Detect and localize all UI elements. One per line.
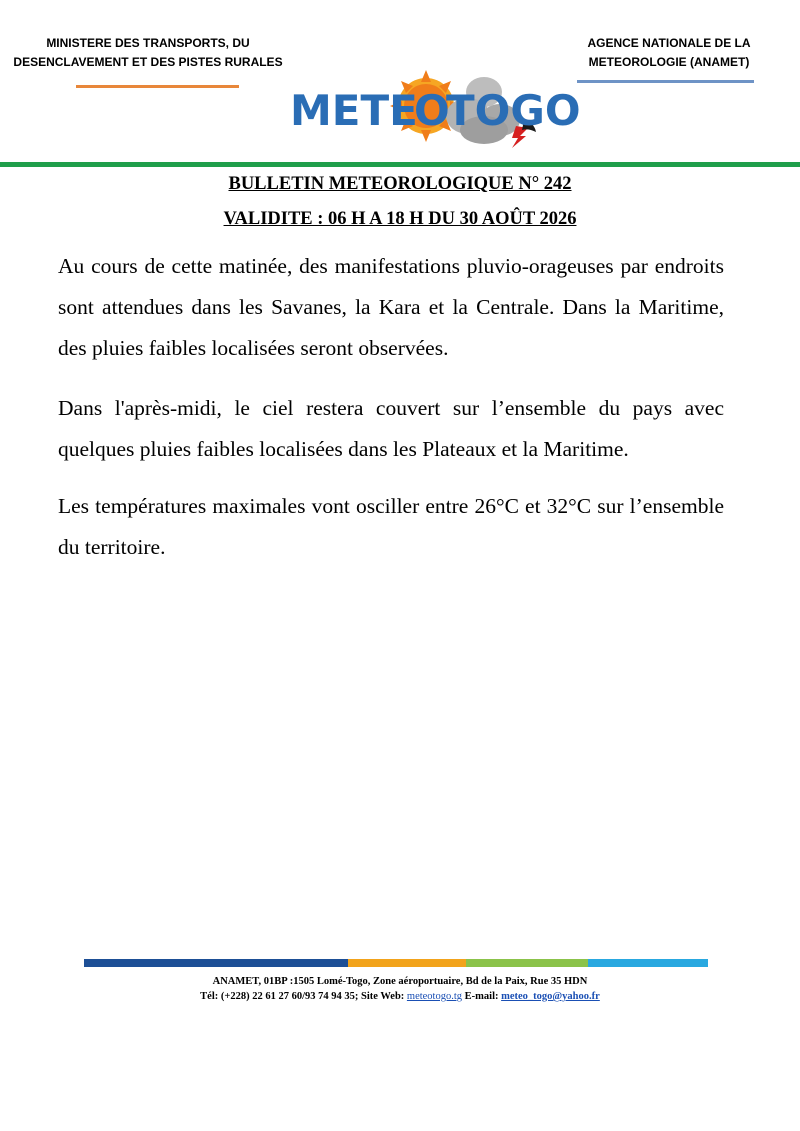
logo-text-right: TOGO — [446, 86, 581, 135]
footer-address: ANAMET, 01BP :1505 Lomé-Togo, Zone aéroportuaire, Bd de la Paix, Rue 35 HDN — [212, 976, 588, 987]
agency-line-1: AGENCE NATIONALE DE LA — [587, 36, 751, 50]
email-link[interactable]: meteo_togo@yahoo.fr — [501, 991, 600, 1002]
bulletin-title: BULLETIN METEOROLOGIQUE N° 242 — [228, 174, 572, 194]
forecast-morning: Au cours de cette matinée, des manifestations pluvio-orageuses par endroits sont attendues dans les Savanes, la Kara et la Centrale. Dans la Maritime, des pluies faibles localisées seront observées. — [58, 254, 724, 360]
website-link[interactable]: meteotogo.tg — [406, 991, 463, 1002]
ministry-line-1: MINISTERE DES TRANSPORTS, DU — [46, 36, 250, 50]
green-separator — [0, 162, 800, 167]
footer-email-label: E-mail: — [464, 991, 499, 1002]
footer-bar-orange — [348, 959, 466, 967]
meteo-togo-logo — [288, 68, 598, 150]
orange-rule — [76, 85, 239, 88]
agency-header — [560, 34, 778, 72]
footer-bar-blue — [84, 959, 348, 967]
logo-text-left: METE — [290, 86, 418, 135]
footer-bar-green — [466, 959, 588, 967]
forecast-temperatures: Les températures maximales vont osciller entre 26°C et 32°C sur l’ensemble du territoire. — [58, 494, 724, 559]
ministry-header — [10, 34, 286, 72]
svg-text:O: O — [414, 86, 450, 135]
forecast-afternoon: Dans l'après-midi, le ciel restera couvert sur l’ensemble du pays avec quelques pluies faibles localisées dans les Plateaux et la Maritime. — [58, 396, 724, 461]
blue-rule — [577, 80, 754, 83]
ministry-line-2: DESENCLAVEMENT ET DES PISTES RURALES — [13, 55, 283, 69]
agency-line-2: METEOROLOGIE (ANAMET) — [588, 55, 750, 69]
footer-bar-cyan — [588, 959, 708, 967]
footer-phone: Tél: (+228) 22 61 27 60/93 74 94 35; Site Web: — [200, 991, 405, 1002]
footer-contact — [0, 991, 800, 1002]
bulletin-validity: VALIDITE : 06 H A 18 H DU 30 AOÛT 2026 — [223, 209, 577, 229]
